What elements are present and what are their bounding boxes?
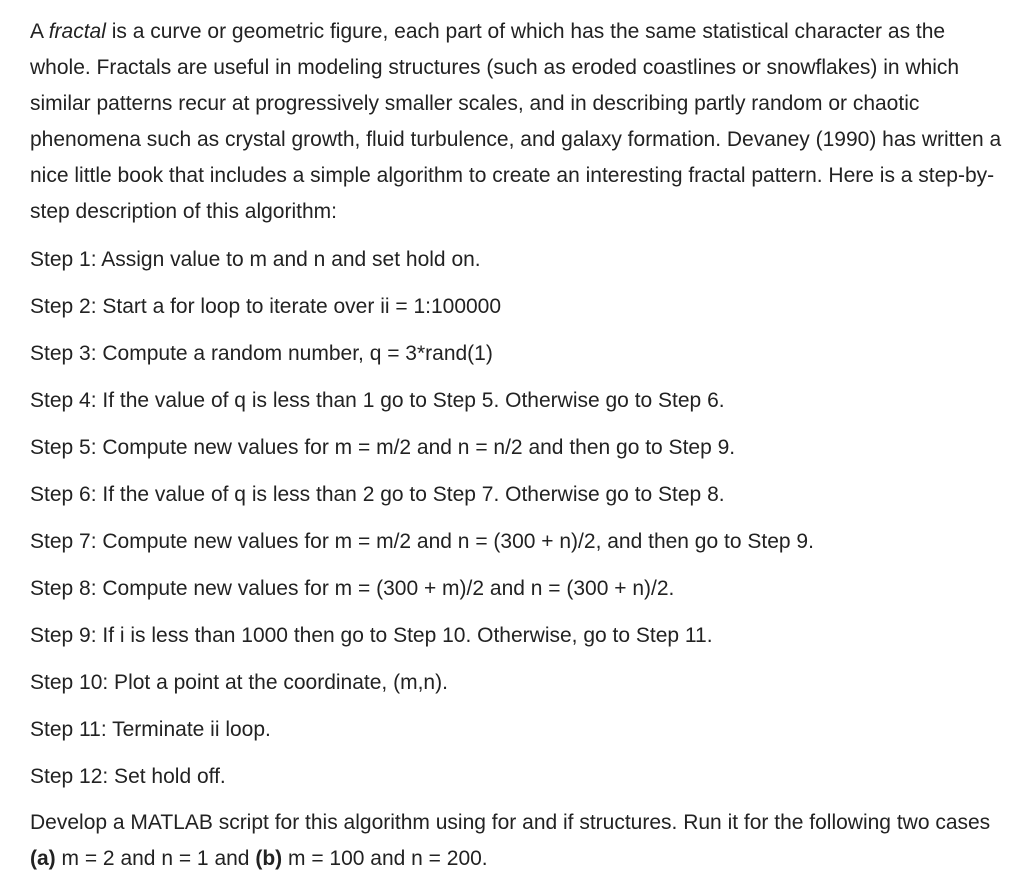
step-7: Step 7: Compute new values for m = m/2 and n = (300 + n)/2, and then go to Step 9. — [30, 530, 814, 553]
closing-text: Develop a MATLAB script for this algorithm using for and if structures. Run it for the following two cases — [30, 811, 991, 834]
intro-lead: A — [30, 20, 49, 43]
intro-term-fractal: fractal — [48, 20, 106, 43]
step-4: Step 4: If the value of q is less than 1 go to Step 5. Otherwise go to Step 6. — [30, 389, 725, 412]
step-10: Step 10: Plot a point at the coordinate, (m,n). — [30, 671, 448, 694]
step-12: Step 12: Set hold off. — [30, 765, 226, 788]
step-9: Step 9: If i is less than 1000 then go to Step 10. Otherwise, go to Step 11. — [30, 624, 713, 647]
case-b-label: (b) — [255, 847, 283, 870]
case-a-label: (a) — [30, 847, 56, 870]
step-1: Step 1: Assign value to m and n and set hold on. — [30, 248, 481, 271]
step-5: Step 5: Compute new values for m = m/2 and n = n/2 and then go to Step 9. — [30, 436, 736, 459]
step-3: Step 3: Compute a random number, q = 3*rand(1) — [30, 342, 493, 365]
algorithm-steps — [30, 236, 1004, 800]
closing-paragraph — [30, 805, 1004, 877]
intro-body: is a curve or geometric figure, each part of which has the same statistical character as the whole. Fractals are useful in modeling structures (such as eroded coastlines or snowflakes) in which similar patterns recur at progressively smaller scales, and in describing partly random or chaotic phenomena such as crystal growth, fluid turbulence, and galaxy formation. Devaney (1990) has written a nice little book that includes a simple algorithm to create an interesting fractal pattern. Here is a step-by-step description of this algorithm: — [30, 20, 1002, 223]
case-a-text: m = 2 and n = 1 and — [55, 847, 256, 870]
intro-paragraph — [30, 14, 1004, 230]
case-b-text: m = 100 and n = 200. — [282, 847, 488, 870]
step-8: Step 8: Compute new values for m = (300 + m)/2 and n = (300 + n)/2. — [30, 577, 675, 600]
step-11: Step 11: Terminate ii loop. — [30, 718, 271, 741]
step-2: Step 2: Start a for loop to iterate over ii = 1:100000 — [30, 295, 502, 318]
step-6: Step 6: If the value of q is less than 2 go to Step 7. Otherwise go to Step 8. — [30, 483, 725, 506]
